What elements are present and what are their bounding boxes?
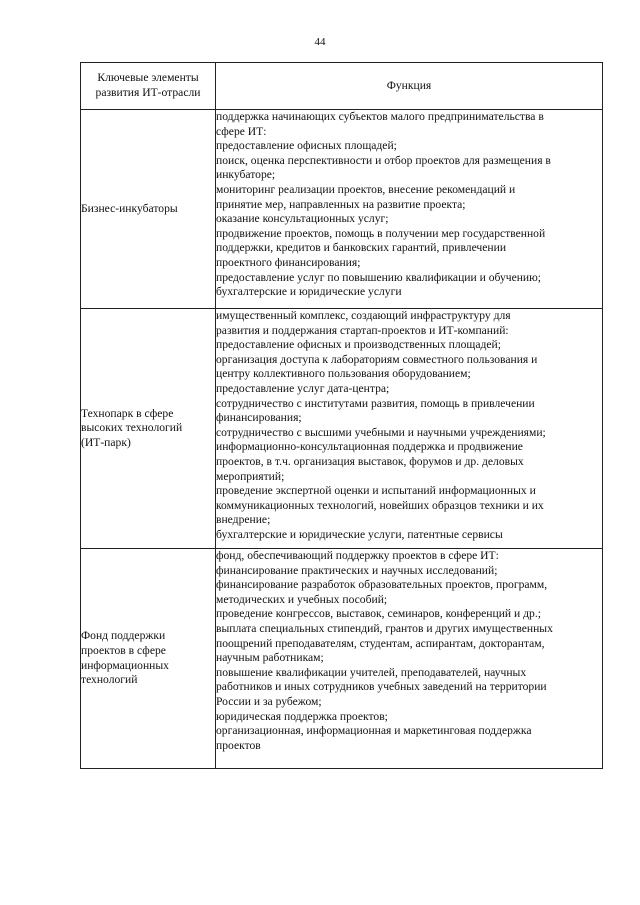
table-row bbox=[81, 309, 603, 549]
page-number: 44 bbox=[314, 36, 326, 48]
row-name-line: (ИТ-парк) bbox=[81, 435, 131, 449]
function-line: принятие мер, направленных на развитие проекта; bbox=[216, 197, 466, 211]
function-line: проведение конгрессов, выставок, семинаров, конференций и др.; bbox=[216, 607, 541, 621]
function-line: проведение экспертной оценки и испытаний информационных и bbox=[216, 484, 536, 498]
function-line: поддержки, кредитов и банковских гарантий, привлечении bbox=[216, 241, 507, 255]
function-line: инкубаторе; bbox=[216, 168, 276, 182]
row-name-line: Фонд поддержки bbox=[81, 629, 166, 643]
function-line: центру коллективного пользования оборудованием; bbox=[216, 367, 471, 381]
function-line: поддержка начинающих субъектов малого предпринимательства в bbox=[216, 110, 544, 123]
function-line: оказание консультационных услуг; bbox=[216, 212, 389, 226]
function-line: предоставление офисных и производственных площадей; bbox=[216, 338, 501, 352]
function-line: информационно-консультационная поддержка и продвижение bbox=[216, 440, 523, 454]
header-col1-line: Ключевые элементы bbox=[97, 71, 199, 85]
function-line: методических и учебных пособий; bbox=[216, 592, 388, 606]
function-line: научным работникам; bbox=[216, 651, 324, 665]
table-row bbox=[81, 110, 603, 309]
row-name-line: Бизнес-инкубаторы bbox=[81, 201, 178, 215]
function-line: проектов, в т.ч. организация выставок, форумов и др. деловых bbox=[216, 454, 524, 468]
function-line: юридическая поддержка проектов; bbox=[216, 709, 388, 723]
row-name-line: высоких технологий bbox=[81, 421, 183, 435]
function-line: предоставление услуг дата-центра; bbox=[216, 381, 390, 395]
function-line: России и за рубежом; bbox=[216, 694, 322, 708]
function-line: проектов bbox=[216, 738, 261, 752]
function-line: финансирование практических и научных исследований; bbox=[216, 563, 498, 577]
function-line: финансирования; bbox=[216, 411, 302, 425]
header-col1-line: развития ИТ-отрасли bbox=[95, 86, 201, 99]
row-name-cell bbox=[81, 110, 216, 309]
function-line: продвижение проектов, помощь в получении мер государственной bbox=[216, 226, 546, 240]
table-header-row bbox=[81, 63, 603, 110]
function-line: мероприятий; bbox=[216, 469, 285, 483]
function-line: сотрудничество с институтами развития, помощь в привлечении bbox=[216, 396, 535, 410]
row-name-line: проектов в сфере bbox=[81, 643, 166, 657]
row-function-cell bbox=[216, 110, 603, 309]
function-line: фонд, обеспечивающий поддержку проектов в сфере ИТ: bbox=[216, 549, 499, 562]
function-line: сфере ИТ: bbox=[216, 124, 267, 138]
function-line: финансирование разработок образовательных проектов, программ, bbox=[216, 578, 548, 592]
row-function-cell bbox=[216, 549, 603, 769]
function-line: поощрений преподавателям, студентам, аспирантам, докторантам, bbox=[216, 636, 545, 650]
function-line: сотрудничество с высшими учебными и научными учреждениями; bbox=[216, 425, 546, 439]
function-line: внедрение; bbox=[216, 513, 271, 527]
functions-table bbox=[80, 62, 603, 769]
function-line: организационная, информационная и маркетинговая поддержка bbox=[216, 724, 532, 738]
function-line: работников и иных сотрудников учебных заведений на территории bbox=[216, 680, 547, 694]
row-function-cell bbox=[216, 309, 603, 549]
row-name-line: технологий bbox=[81, 673, 138, 687]
function-line: поиск, оценка перспективности и отбор проектов для размещения в bbox=[216, 153, 551, 167]
function-line: имущественный комплекс, создающий инфраструктуру для bbox=[216, 309, 511, 322]
function-line: предоставление услуг по повышению квалификации и обучению; bbox=[216, 270, 542, 284]
header-key-elements bbox=[81, 63, 216, 110]
function-line: бухгалтерские и юридические услуги, патентные сервисы bbox=[216, 527, 503, 541]
row-name-line: Технопарк в сфере bbox=[81, 406, 174, 420]
function-line: коммуникационных технологий, новейших образцов техники и их bbox=[216, 498, 544, 512]
table-row bbox=[81, 549, 603, 769]
row-name-line: информационных bbox=[81, 658, 169, 672]
function-line: мониторинг реализации проектов, внесение рекомендаций и bbox=[216, 182, 516, 196]
function-line: повышение квалификации учителей, преподавателей, научных bbox=[216, 665, 527, 679]
row-name-cell bbox=[81, 549, 216, 769]
function-line: предоставление офисных площадей; bbox=[216, 139, 397, 153]
function-line: выплата специальных стипендий, грантов и других имущественных bbox=[216, 621, 553, 635]
function-line: организация доступа к лабораториям совместного пользования и bbox=[216, 352, 538, 366]
function-line: проектного финансирования; bbox=[216, 255, 361, 269]
header-function: Функция bbox=[216, 63, 603, 110]
row-name-cell bbox=[81, 309, 216, 549]
function-line: бухгалтерские и юридические услуги bbox=[216, 285, 402, 299]
function-line: развития и поддержания стартап-проектов и ИТ-компаний: bbox=[216, 323, 509, 337]
